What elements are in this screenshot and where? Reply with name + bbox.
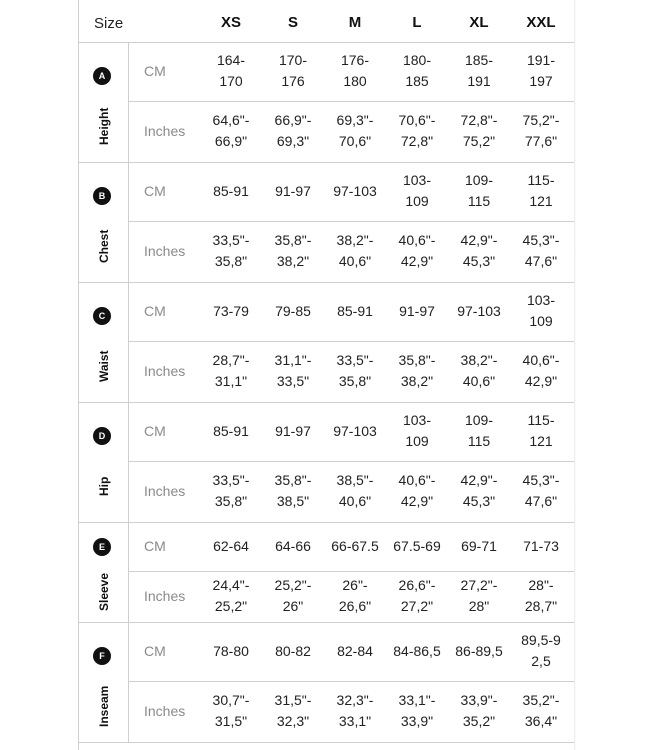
unit-label: CM (144, 183, 166, 199)
measurement-letter-badge: F (93, 647, 111, 665)
unit-label: Inches (144, 363, 186, 379)
unit-label: CM (144, 538, 166, 554)
size-value-cell: 40,6"- 42,9" (398, 472, 436, 509)
measurement-label-column (78, 162, 129, 282)
size-value-cell: 82-84 (337, 642, 373, 659)
size-value-cell: 97-103 (457, 302, 501, 319)
measurement-row-cm (128, 522, 574, 572)
size-value-cell: 45,3"- 47,6" (522, 472, 560, 509)
size-value-cell: 91-97 (275, 182, 311, 199)
size-value-cell: 85-91 (213, 422, 249, 439)
size-value-cell: 97-103 (333, 182, 377, 199)
size-value-cell: 35,8"- 38,5" (274, 472, 312, 509)
unit-label: CM (144, 423, 166, 439)
measurement-label-column (78, 622, 129, 742)
size-value-cell: 91-97 (275, 422, 311, 439)
size-value-cell: 91-97 (399, 302, 435, 319)
measurement-row-inches (128, 102, 574, 162)
measurement-name: Inseam (97, 685, 111, 727)
measurement-row-cm (128, 282, 574, 342)
measurement-letter-badge: B (93, 187, 111, 205)
size-value-cell: 62-64 (213, 537, 249, 554)
size-chart (78, 0, 574, 750)
size-value-cell: 115- 121 (527, 172, 555, 209)
unit-label: Inches (144, 703, 186, 719)
measurement-name: Chest (97, 229, 111, 263)
size-value-cell: 31,1"- 33,5" (274, 352, 312, 389)
measurement-row-cm (128, 402, 574, 462)
size-value-cell: 25,2"- 26" (274, 577, 312, 614)
size-value-cell: 66,9"- 69,3" (274, 112, 312, 149)
size-value-cell: 97-103 (333, 422, 377, 439)
size-value-cell: 35,2"- 36,4" (522, 692, 560, 729)
size-value-cell: 70,6"- 72,8" (398, 112, 436, 149)
measurement-row-inches (128, 342, 574, 402)
size-value-cell: 33,5"- 35,8" (336, 352, 374, 389)
size-value-cell: 42,9"- 45,3" (460, 232, 498, 269)
size-value-cell: 28,7"- 31,1" (212, 352, 250, 389)
measurement-group-chest (78, 162, 574, 283)
size-value-cell: 38,2"- 40,6" (336, 232, 374, 269)
size-value-cell: 67.5-69 (393, 537, 441, 554)
size-value-cell: 64,6"- 66,9" (212, 112, 250, 149)
measurement-group-height (78, 42, 574, 163)
measurement-row-cm (128, 622, 574, 682)
size-m: M (348, 14, 362, 31)
size-value-cell: 26,6"- 27,2" (398, 577, 436, 614)
size-value-cell: 26"- 26,6" (338, 577, 372, 614)
size-value-cell: 85-91 (213, 182, 249, 199)
size-value-cell: 103- 109 (402, 172, 432, 209)
size-value-cell: 40,6"- 42,9" (398, 232, 436, 269)
size-value-cell: 176- 180 (340, 52, 370, 89)
measurement-row-cm (128, 42, 574, 102)
size-value-cell: 89,5-9 2,5 (521, 632, 561, 669)
size-value-cell: 170- 176 (278, 52, 308, 89)
measurement-label-column (78, 402, 129, 522)
size-value-cell: 66-67.5 (331, 537, 379, 554)
unit-label: Inches (144, 588, 186, 604)
unit-label: Inches (144, 483, 186, 499)
measurement-label-column (78, 42, 129, 162)
size-value-cell: 38,2"- 40,6" (460, 352, 498, 389)
size-value-cell: 45,3"- 47,6" (522, 232, 560, 269)
measurement-name: Waist (97, 350, 111, 382)
size-value-cell: 33,5"- 35,8" (212, 232, 250, 269)
size-value-cell: 180- 185 (402, 52, 432, 89)
unit-label: Inches (144, 123, 186, 139)
size-value-cell: 69,3"- 70,6" (336, 112, 374, 149)
size-value-cell: 78-80 (213, 642, 249, 659)
size-value-cell: 28"- 28,7" (524, 577, 558, 614)
size-value-cell: 42,9"- 45,3" (460, 472, 498, 509)
measurement-label-column (78, 522, 129, 622)
size-value-cell: 38,5"- 40,6" (336, 472, 374, 509)
unit-label: CM (144, 303, 166, 319)
size-value-cell: 85-91 (337, 302, 373, 319)
measurement-row-cm (128, 162, 574, 222)
size-value-cell: 40,6"- 42,9" (522, 352, 560, 389)
size-value-cell: 32,3"- 33,1" (336, 692, 374, 729)
size-value-cell: 35,8"- 38,2" (398, 352, 436, 389)
size-value-cell: 109- 115 (464, 412, 494, 449)
size-xl: XL (469, 14, 489, 31)
measurement-letter-badge: D (93, 427, 111, 445)
size-value-cell: 80-82 (275, 642, 311, 659)
size-value-cell: 103- 109 (402, 412, 432, 449)
size-value-cell: 27,2"- 28" (460, 577, 498, 614)
size-label: Size (94, 15, 124, 32)
unit-label: CM (144, 643, 166, 659)
size-value-cell: 24,4"- 25,2" (212, 577, 250, 614)
size-xxl: XXL (526, 14, 556, 31)
size-value-cell: 64-66 (275, 537, 311, 554)
measurement-row-inches (128, 462, 574, 522)
size-value-cell: 35,8"- 38,2" (274, 232, 312, 269)
size-s: S (287, 14, 298, 31)
size-value-cell: 109- 115 (464, 172, 494, 209)
size-value-cell: 185- 191 (464, 52, 494, 89)
size-value-cell: 72,8"- 75,2" (460, 112, 498, 149)
size-value-cell: 71-73 (523, 537, 559, 554)
size-value-cell: 79-85 (275, 302, 311, 319)
measurement-letter-badge: E (93, 538, 111, 556)
measurement-row-inches (128, 572, 574, 622)
measurement-name: Sleeve (97, 572, 111, 611)
measurement-name: Hip (97, 476, 111, 496)
measurement-row-inches (128, 682, 574, 742)
measurement-row-inches (128, 222, 574, 282)
measurement-group-inseam (78, 622, 574, 743)
size-value-cell: 33,9"- 35,2" (460, 692, 498, 729)
measurement-name: Height (97, 107, 111, 145)
size-value-cell: 69-71 (461, 537, 497, 554)
size-header-row (78, 0, 574, 43)
size-value-cell: 31,5"- 32,3" (274, 692, 312, 729)
edge-divider (574, 0, 576, 750)
size-value-cell: 86-89,5 (455, 642, 503, 659)
size-value-cell: 84-86,5 (393, 642, 441, 659)
size-value-cell: 103- 109 (526, 292, 556, 329)
measurement-letter-badge: A (93, 67, 111, 85)
size-l: L (412, 14, 422, 31)
measurement-group-hip (78, 402, 574, 523)
size-xs: XS (220, 14, 241, 31)
size-value-cell: 164- 170 (216, 52, 246, 89)
measurement-group-sleeve (78, 522, 574, 623)
size-value-cell: 73-79 (213, 302, 249, 319)
measurement-group-waist (78, 282, 574, 403)
size-value-cell: 33,5"- 35,8" (212, 472, 250, 509)
unit-label: Inches (144, 243, 186, 259)
measurement-label-column (78, 282, 129, 402)
size-value-cell: 191- 197 (526, 52, 556, 89)
size-value-cell: 75,2"- 77,6" (522, 112, 560, 149)
size-value-cell: 33,1"- 33,9" (398, 692, 436, 729)
size-value-cell: 30,7"- 31,5" (212, 692, 250, 729)
size-value-cell: 115- 121 (527, 412, 555, 449)
unit-label: CM (144, 63, 166, 79)
measurement-letter-badge: C (93, 307, 111, 325)
